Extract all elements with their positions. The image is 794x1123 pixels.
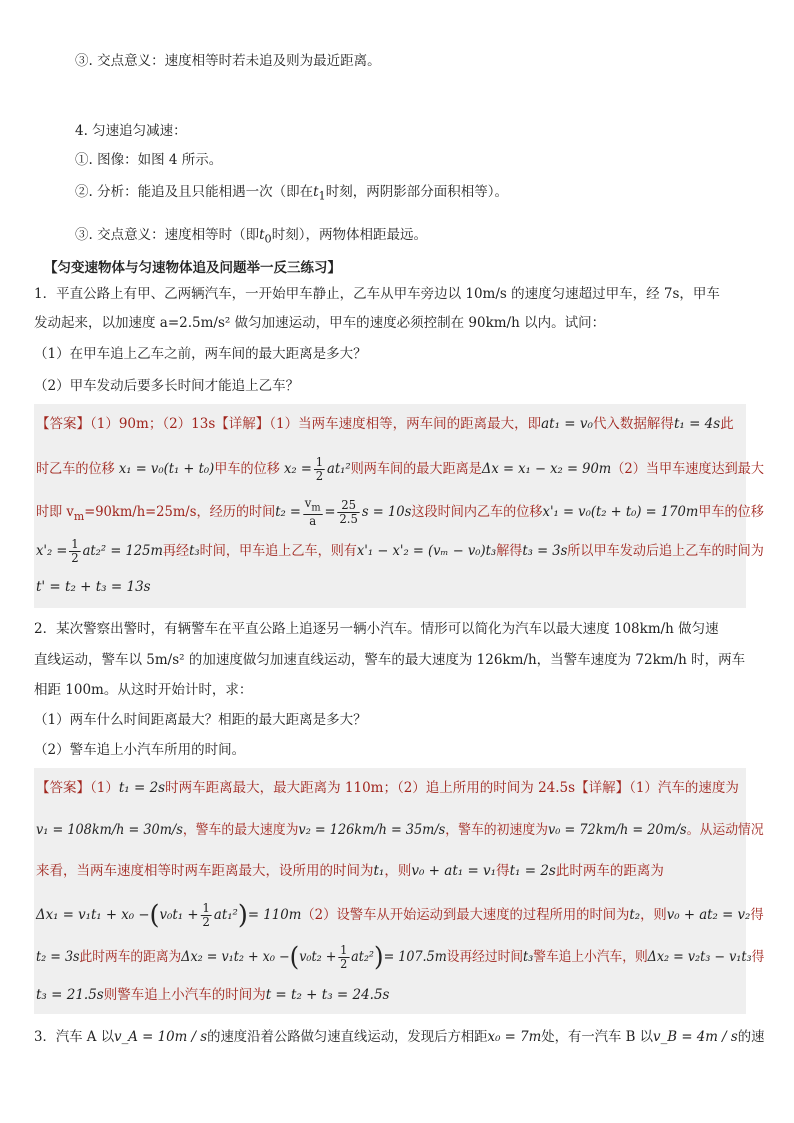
intro-line-5: ③. 交点意义：速度相等时（即$t_0$时刻），两物体相距最远。 [75,227,427,246]
intro-line-2: 4. 匀速追匀减速： [75,123,187,139]
q1-line-3: （1）在甲车追上乙车之前，两车间的最大距离是多大？ [34,346,367,362]
intro-line-4: ②. 分析：能追及且只能相遇一次（即在$t_1$时刻，两阴影部分面积相等）。 [75,184,508,203]
intro-line-3: ①. 图像：如图 4 所示。 [75,152,223,168]
q2-answer-box [34,768,746,1014]
q2-line-4: （1）两车什么时间距离最大？相距的最大距离是多大？ [34,712,367,728]
q2-line-3: 相距 100m。从这时开始计时，求： [34,682,253,698]
q1-line-4: （2）甲车发动后要多长时间才能追上乙车？ [34,378,300,394]
q2-line-1: 2．某次警察出警时，有辆警车在平直公路上追逐另一辆小汽车。情形可以简化为汽车以最大速度 108km/h 做匀速 [34,621,719,637]
q1-line-2: 发动起来，以加速度 a=2.5m/s² 做匀加速运动，甲车的速度必须控制在 90km/h 以内。试问： [34,315,606,331]
q2-answer-line-5: t₂ = 3s此时两车的距离为Δx₂ = v₁t₂ + x₀ −(v₀t₂ + $\frac{1}{2}$ at₂²)= 107.5m设再经过时间t₃警车追上小汽车，则Δx₂ = v₂t₃ − v₁t₃得 [36,942,765,973]
section-title: 【匀变速物体与匀速物体追及问题举一反三练习】 [44,260,341,276]
q2-answer-line-6: t₃ = 21.5s则警车追上小汽车的时间为t = t₂ + t₃ = 24.5s [36,987,390,1003]
q1-answer-line-5: t' = t₂ + t₃ = 13s [36,579,151,595]
q2-answer-line-2: v₁ = 108km/h = 30m/s，警车的最大速度为v₂ = 126km/h = 35m/s，警车的初速度为v₀ = 72km/h = 20m/s。从运动情况 [36,822,764,838]
q1-answer-line-1: 【答案】（1）90m；（2）13s【详解】（1）当两车速度相等，两车间的距离最大，即at₁ = v₀代入数据解得t₁ = 4s此 [36,416,734,432]
q3-line-1: 3．汽车 A 以v_A = 10m / s的速度沿着公路做匀速直线运动，发现后方相距x₀ = 7m处，有一汽车 B 以v_B = 4m / s的速 [34,1029,765,1045]
intro-line-1: ③. 交点意义：速度相等时若未追及则为最近距离。 [75,53,381,69]
q1-answer-line-3: 时即 $v_m=90km/h=25m/s$，经历的时间t₂ = $\frac{v_m}{a}$ = $\frac{25}{2.5}$ s = 10s这段时间内乙车的位移x'₁ = v₀(t₂ + t₀) = 170m甲车的位移 [36,496,764,529]
q1-answer-line-2: 时乙车的位移 x₁ = v₀(t₁ + t₀)甲车的位移 x₂ = $\frac{1}{2}$ at₁²则两车间的最大距离是Δx = x₁ − x₂ = 90m（2）当甲车速度达到最大 [36,455,764,483]
q2-line-5: （2）警车追上小汽车所用的时间。 [34,742,246,758]
q2-answer-line-3: 来看，当两车速度相等时两车距离最大，设所用的时间为t₁，则v₀ + at₁ = v₁得t₁ = 2s此时两车的距离为 [36,863,664,879]
q1-answer-line-4: x'₂ = $\frac{1}{2}$ at₂² = 125m再经t₃时间，甲车追上乙车，则有x'₁ − x'₂ = (vₘ − v₀)t₃解得t₃ = 3s所以甲车发动后追上乙车的时间为 [36,537,764,565]
q2-line-2: 直线运动，警车以 5m/s² 的加速度做匀加速直线运动，警车的最大速度为 126km/h，当警车速度为 72km/h 时，两车 [34,652,746,668]
q1-line-1: 1．平直公路上有甲、乙两辆汽车，一开始甲车静止，乙车从甲车旁边以 10m/s 的速度匀速超过甲车，经 7s，甲车 [34,286,720,302]
q2-answer-line-1: 【答案】（1）t₁ = 2s时两车距离最大，最大距离为 110m；（2）追上所用的时间为 24.5s【详解】（1）汽车的速度为 [36,780,739,796]
q2-answer-line-4: Δx₁ = v₁t₁ + x₀ −(v₀t₁ + $\frac{1}{2}$ at₁²)= 110m（2）设警车从开始运动到最大速度的过程所用的时间为t₂，则v₀ + at₂ = v₂得 [36,900,764,931]
